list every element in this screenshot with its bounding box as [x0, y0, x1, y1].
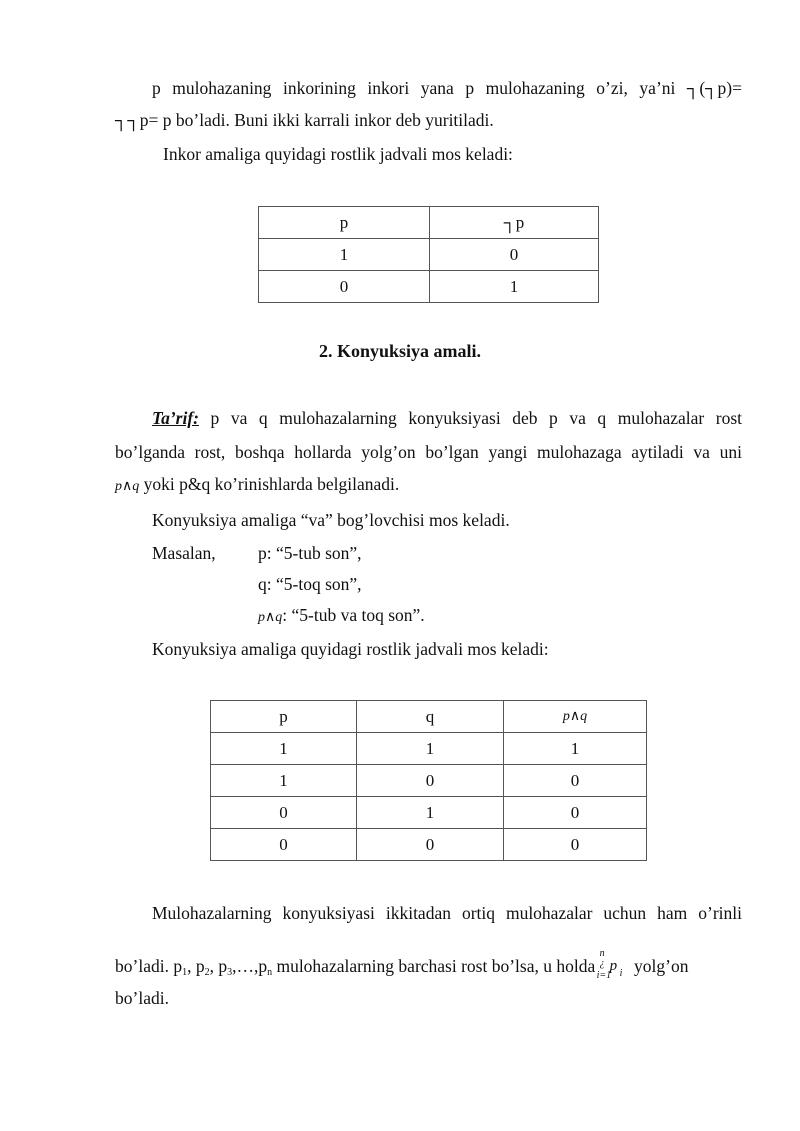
table-row — [211, 701, 647, 733]
para1-line1: p mulohazaning inkorining inkori yana p mulohazaning o’zi, ya’ni ┐(┐p)= — [152, 78, 742, 98]
table-cell: 1 — [211, 765, 357, 797]
table-row — [259, 271, 599, 303]
conj-intro: Konyuksiya amaliga “va” bog’lovchisi mos keladi. — [152, 510, 510, 530]
example-q: q: “5-toq son”, — [258, 574, 362, 594]
table-cell: 1 — [357, 733, 504, 765]
table-header-cell: p — [211, 701, 357, 733]
subscript: 2 — [204, 967, 210, 978]
table-cell: 0 — [504, 829, 647, 861]
table-cell: 1 — [357, 797, 504, 829]
table-row — [211, 797, 647, 829]
conjunction-truth-table — [210, 700, 647, 861]
definition-line1-text: p va q mulohazalarning konyuksiyasi deb p va q mulohazalar rost — [210, 408, 742, 428]
example-p: p: “5-tub son”, — [258, 543, 362, 563]
closing-line3: bo’ladi. — [115, 988, 169, 1008]
conjunction-operator-formula — [596, 947, 630, 981]
example-pq-text: : “5-tub va toq son”. — [282, 605, 425, 625]
table-cell: 0 — [430, 239, 599, 271]
table-cell: 0 — [211, 797, 357, 829]
conj-table-intro: Konyuksiya amaliga quyidagi rostlik jadvali mos keladi: — [152, 639, 549, 659]
table-row — [211, 733, 647, 765]
para1-line2: ┐┐p= p bo’ladi. Buni ikki karrali inkor deb yuritiladi. — [115, 110, 494, 130]
operator-lower-limit: i=1 — [596, 969, 612, 981]
subscript: 3 — [227, 967, 233, 978]
section-heading: 2. Konyuksiya amali. — [318, 341, 482, 361]
closing-line2-end: yolg’on — [634, 956, 689, 976]
table-cell: 0 — [211, 829, 357, 861]
closing-line2-middle: mulohazalarning barchasi rost bo’lsa, u holda — [272, 956, 596, 976]
table-cell: 0 — [504, 765, 647, 797]
table-cell: 0 — [357, 829, 504, 861]
table-header-cell: q — [357, 701, 504, 733]
closing-text: ,…,p — [232, 956, 268, 976]
closing-line1: Mulohazalarning konyuksiyasi ikkitadan ortiq mulohazalar uchun ham o’rinli — [152, 903, 742, 923]
table-cell: 1 — [504, 733, 647, 765]
definition-line3 — [115, 473, 742, 498]
subscript: 1 — [182, 967, 188, 978]
table-header-cell: ┐p — [430, 207, 599, 239]
table-row — [259, 239, 599, 271]
para1-line3: Inkor amaliga quyidagi rostlik jadvali mos keladi: — [163, 144, 513, 164]
example-label: Masalan, — [152, 543, 216, 563]
subscript: n — [267, 967, 273, 978]
conjunction-symbol: p∧q — [258, 610, 283, 625]
table-row — [211, 829, 647, 861]
table-row — [259, 207, 599, 239]
operator-variable: p — [609, 957, 618, 974]
definition-label: Ta’rif: — [152, 408, 199, 428]
table-row — [211, 765, 647, 797]
table-cell: 0 — [357, 765, 504, 797]
definition-line3-text: yoki p&q ko’rinishlarda belgilanadi. — [143, 474, 400, 494]
table-cell: 0 — [259, 271, 430, 303]
table-cell: 0 — [504, 797, 647, 829]
example-pq — [258, 604, 658, 629]
table-header-cell: p∧q — [504, 701, 647, 733]
operator-symbol: ¿ — [599, 957, 605, 969]
definition-line1 — [152, 407, 742, 429]
closing-text: , p — [209, 956, 228, 976]
definition-line2: bo’lganda rost, boshqa hollarda yolg’on bo’lgan yangi mulohazaga aytiladi va uni — [115, 442, 742, 462]
conjunction-symbol: p∧q — [115, 479, 140, 494]
negation-truth-table — [258, 206, 599, 303]
closing-line2-start: bo’ladi. p — [115, 956, 183, 976]
operator-index: i — [619, 967, 623, 979]
operator-upper-limit: n — [599, 947, 605, 959]
closing-text: , p — [187, 956, 205, 976]
table-cell: 1 — [430, 271, 599, 303]
table-cell: 1 — [211, 733, 357, 765]
table-cell: 1 — [259, 239, 430, 271]
table-header-cell: p — [259, 207, 430, 239]
closing-line2 — [115, 947, 742, 984]
